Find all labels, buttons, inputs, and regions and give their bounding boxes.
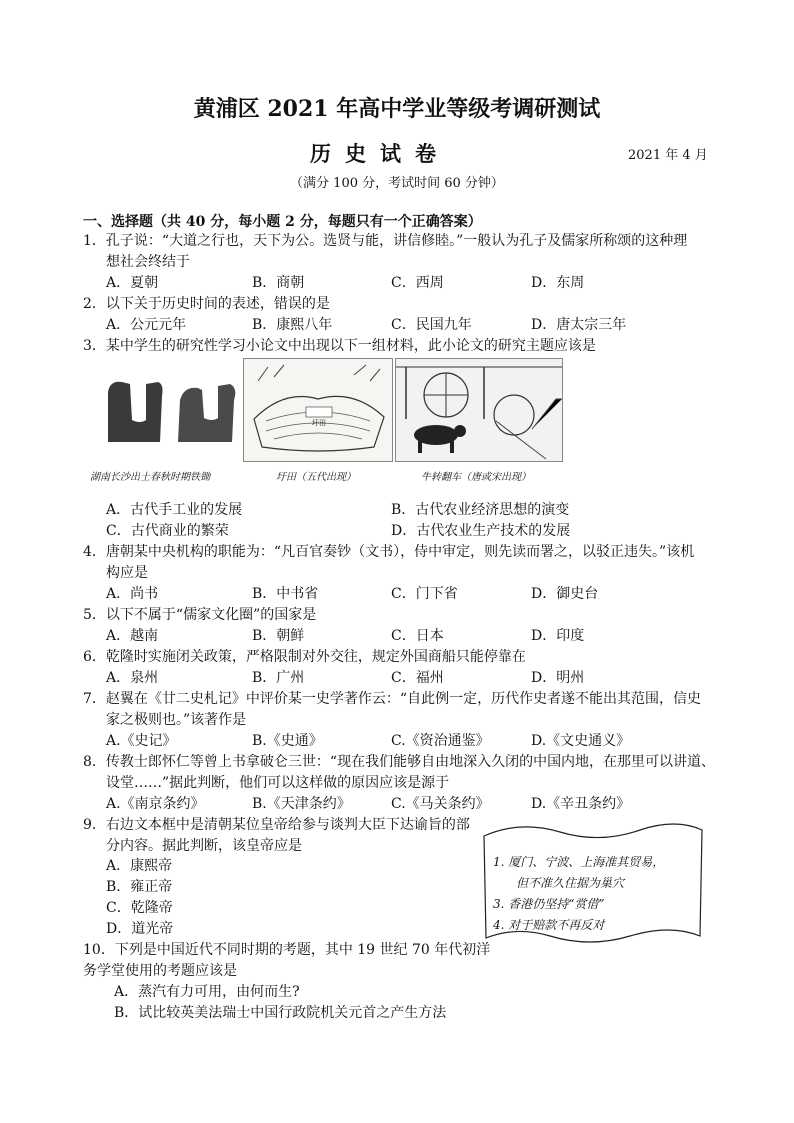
- q1-option-d: D．东周: [531, 275, 585, 291]
- iron-hoe-image: [100, 370, 242, 450]
- q4-option-d: D．御史台: [531, 586, 599, 602]
- q7-option-d: D.《文史通义》: [531, 733, 631, 749]
- q3-option-d: D．古代农业生产技术的发展: [391, 523, 571, 539]
- q2-option-b: B．康熙八年: [252, 317, 333, 333]
- ox-water-wheel-image: [395, 358, 563, 462]
- q9-option-d: D．道光帝: [106, 921, 174, 937]
- q5-option-b: B．朝鲜: [252, 628, 305, 644]
- q9-option-a: A．康熙帝: [106, 858, 173, 874]
- q10-stem: 10．下列是中国近代不同时期的考题，其中 19 世纪 70 年代初洋: [83, 942, 491, 958]
- exam-subtitle: 历史试卷: [310, 141, 450, 166]
- q8-option-a: A.《南京条约》: [106, 796, 205, 812]
- q2-option-a: A．公元元年: [106, 317, 187, 333]
- exam-info: （满分 100 分，考试时间 60 分钟）: [290, 176, 504, 191]
- q2-stem: 2．以下关于历史时间的表述，错误的是: [83, 296, 330, 312]
- q10-option-a: A．蒸汽有力可用，由何而生?: [114, 984, 300, 1000]
- decree-item-1: 1. 厦门、宁波、上海准其贸易，: [493, 855, 665, 869]
- q6-option-a: A．泉州: [106, 670, 159, 686]
- q8-option-b: B.《天津条约》: [252, 796, 351, 812]
- q6-option-b: B．广州: [252, 670, 305, 686]
- q8-option-d: D.《辛丑条约》: [531, 796, 631, 812]
- polder-field-label: 圩田: [312, 419, 326, 427]
- q5-option-c: C．日本: [391, 628, 444, 644]
- q1-stem-cont: 想社会终结于: [106, 254, 190, 270]
- q5-stem: 5．以下不属于“儒家文化圈”的国家是: [83, 607, 317, 623]
- section-heading: 一、选择题（共 40 分，每小题 2 分，每题只有一个正确答案）: [83, 214, 482, 230]
- q1-option-a: A．夏朝: [106, 275, 159, 291]
- q10-option-b: B．试比较英美法瑞士中国行政院机关元首之产生方法: [114, 1005, 447, 1021]
- caption-water-wheel: 牛转翻车（唐或宋出现）: [421, 472, 531, 483]
- q10-stem-cont: 务学堂使用的考题应该是: [83, 963, 237, 979]
- q9-stem: 9．右边文本框中是清朝某位皇帝给参与谈判大臣下达谕旨的部: [83, 817, 470, 833]
- q7-option-c: C.《资治通鉴》: [391, 733, 490, 749]
- q7-option-a: A.《史记》: [106, 733, 177, 749]
- q3-option-c: C．古代商业的繁荣: [106, 523, 229, 539]
- q7-stem-cont: 家之极则也。”该著作是: [106, 712, 247, 728]
- q6-option-d: D．明州: [531, 670, 585, 686]
- q4-option-c: C．门下省: [391, 586, 458, 602]
- q8-stem: 8．传教士郎怀仁等曾上书拿破仑三世：“现在我们能够自由地深入久闭的中国内地，在那里可以讲道、: [83, 754, 716, 770]
- q4-option-b: B．中书省: [252, 586, 319, 602]
- caption-polder-field: 圩田（五代出现）: [276, 472, 356, 483]
- q5-option-d: D．印度: [531, 628, 585, 644]
- q4-stem: 4．唐朝某中央机构的职能为：“凡百官奏钞（文书），侍中审定，则先读而署之，以驳正违失。”该机: [83, 544, 695, 560]
- q2-option-c: C．民国九年: [391, 317, 472, 333]
- exam-title: 黄浦区 2021 年高中学业等级考调研测试: [193, 96, 601, 122]
- q3-option-b: B．古代农业经济思想的演变: [391, 502, 570, 518]
- q8-option-c: C.《马关条约》: [391, 796, 490, 812]
- q1-stem: 1．孔子说：“大道之行也，天下为公。选贤与能，讲信修睦。”一般认为孔子及儒家所称颂的这种理: [83, 233, 688, 249]
- q4-stem-cont: 构应是: [106, 565, 148, 581]
- q1-option-b: B．商朝: [252, 275, 305, 291]
- q3-stem: 3．某中学生的研究性学习小论文中出现以下一组材料，此小论文的研究主题应该是: [83, 338, 596, 354]
- q8-stem-cont: 设堂……”据此判断，他们可以这样做的原因应该是源于: [106, 775, 450, 791]
- caption-iron-hoe: 湖南长沙出土春秋时期铁锄: [90, 472, 210, 483]
- decree-item-1-cont: 但不准久住据为巢穴: [516, 876, 625, 890]
- polder-field-image: [243, 358, 393, 462]
- q9-stem-cont: 分内容。据此判断，该皇帝应是: [106, 838, 302, 854]
- q7-stem: 7．赵翼在《廿二史札记》中评价某一史学著作云：“自此例一定，历代作史者遂不能出其范围，信史: [83, 691, 702, 707]
- q3-option-a: A．古代手工业的发展: [106, 502, 243, 518]
- q9-option-b: B．雍正帝: [106, 879, 173, 895]
- decree-item-4: 4. 对于赔款不再反对: [493, 918, 605, 932]
- q9-option-c: C．乾隆帝: [106, 900, 173, 916]
- q2-option-d: D．唐太宗三年: [531, 317, 627, 333]
- exam-date: 2021 年 4 月: [628, 148, 708, 163]
- q6-stem: 6．乾隆时实施闭关政策，严格限制对外交往，规定外国商船只能停靠在: [83, 649, 526, 665]
- q5-option-a: A．越南: [106, 628, 159, 644]
- q7-option-b: B.《史通》: [252, 733, 323, 749]
- q4-option-a: A．尚书: [106, 586, 159, 602]
- q6-option-c: C．福州: [391, 670, 444, 686]
- decree-item-3: 3. 香港仍坚持“赏借”: [493, 897, 605, 911]
- q1-option-c: C．西周: [391, 275, 444, 291]
